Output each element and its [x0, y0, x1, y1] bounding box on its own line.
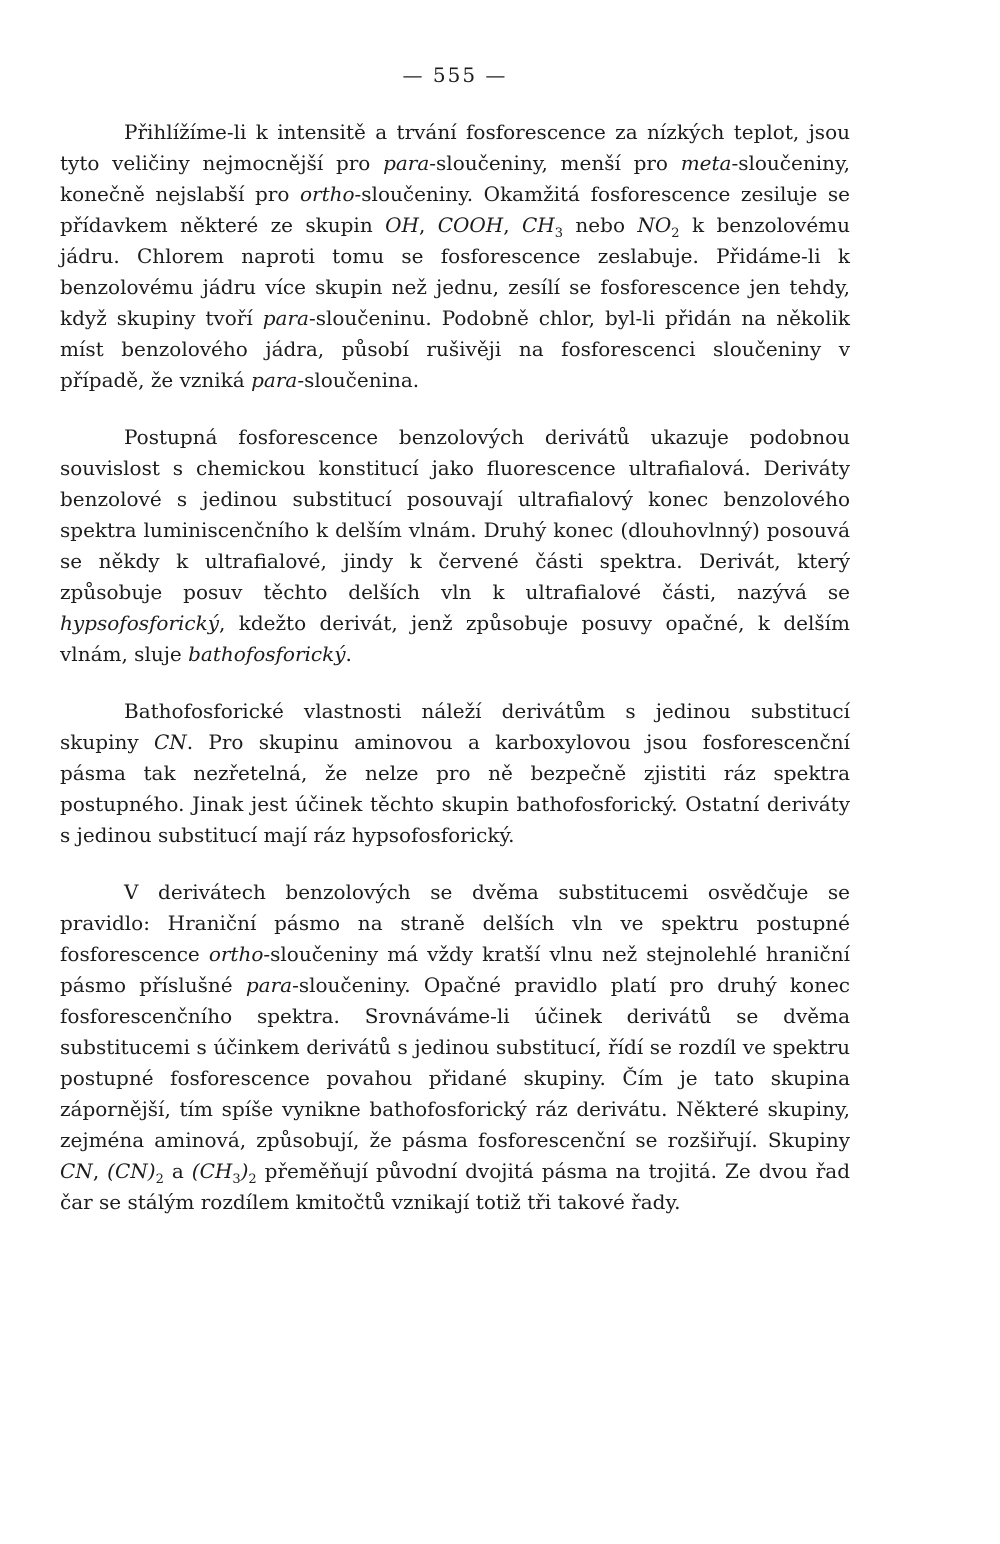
paragraph-4	[60, 877, 850, 1218]
italic-term: CH	[522, 213, 555, 237]
subscript: 3	[232, 1172, 241, 1187]
italic-term: (CN)	[107, 1159, 156, 1183]
italic-term: para	[383, 151, 430, 175]
paragraph-2	[60, 422, 850, 670]
subscript: 3	[554, 226, 564, 241]
text-run: , kdežto derivát, jenž způsobuje posuvy opačné, k delším vlnám, sluje	[60, 611, 850, 666]
text-run: ,	[92, 1159, 108, 1183]
text-run: -sloučeniny, menší pro	[429, 151, 681, 175]
text-run: Bathofosforické vlastnosti náleží derivátům s jedinou substitucí skupiny	[60, 699, 850, 754]
text-run: a	[163, 1159, 192, 1183]
italic-term: para	[262, 306, 309, 330]
italic-term: CN	[60, 1159, 93, 1183]
body-text	[60, 117, 850, 1218]
paragraph-1	[60, 117, 850, 396]
italic-term: ortho	[299, 182, 355, 206]
text-run: -sloučeniny. Okamžitá fosforescence zesiluje se přídavkem některé ze skupin	[60, 182, 850, 237]
text-run: V derivátech benzolových se dvěma substitucemi osvědčuje se pravidlo: Hraniční pásmo na straně delších vln ve spektru postupné fosforescence	[60, 880, 850, 966]
italic-term: OH	[385, 213, 419, 237]
italic-term: CN	[153, 730, 187, 754]
italic-term: para	[245, 973, 293, 997]
document-page	[60, 60, 850, 1218]
subscript: 2	[671, 226, 680, 241]
italic-term: hypsofosforický	[60, 611, 220, 635]
text-run: . Pro skupinu aminovou a karboxylovou jsou fosforescenční pásma tak nezřetelná, že nelze pro ně bezpečně zjistiti ráz spektra postupného. Jinak jest účinek těchto skupin bathofosforický. Ostatní deriváty s jedinou substitucí mají ráz hypsofosforický.	[60, 730, 851, 847]
italic-term: (CH	[191, 1159, 233, 1183]
text-run: Přihlížíme-li k intensitě a trvání fosforescence za nízkých teplot, jsou tyto veličiny nejmocnější pro	[60, 120, 850, 175]
text-run: nebo	[563, 213, 638, 237]
text-run: ,	[503, 213, 522, 237]
italic-term: COOH	[437, 213, 504, 237]
subscript: 2	[155, 1172, 164, 1187]
italic-term: meta	[680, 151, 732, 175]
text-run: -sloučeninu. Podobně chlor, byl-li přidán na několik míst benzolového jádra, působí rušivěji na fosforescenci sloučeniny v případě, že vzniká	[60, 306, 851, 392]
subscript: 2	[248, 1172, 257, 1187]
text-run: Postupná fosforescence benzolových derivátů ukazuje podobnou souvislost s chemickou konstitucí jako fluorescence ultrafialová. Deriváty benzolové s jedinou substitucí posouvají ultrafialový konec benzolového spektra luminiscenčního k delším vlnám. Druhý konec (dlouhovlnný) posouvá se někdy k ultrafialové, jindy k červené části spektra. Derivát, který způsobuje posuv těchto delších vln k ultrafialové části, nazývá se	[60, 425, 850, 604]
paragraph-3	[60, 696, 850, 851]
text-run: .	[345, 642, 352, 666]
text-run: ,	[418, 213, 438, 237]
page-number: — 555 —	[402, 63, 508, 87]
italic-term: NO	[637, 213, 672, 237]
text-run: přeměňují původní dvojitá pásma na trojitá. Ze dvou řad čar se stálým rozdílem kmitočtů vznikají totiž tři takové řady.	[60, 1159, 850, 1214]
italic-term: para	[251, 368, 298, 392]
italic-term: bathofosforický	[188, 642, 346, 666]
text-run: -sloučeniny. Opačné pravidlo platí pro druhý konec fosforescenčního spektra. Srovnáváme-li účinek derivátů se dvěma substitucemi s účinkem derivátů s jedinou substitucí, řídí se rozdíl ve spektru postupné fosforescence povahou přidané skupiny. Čím je tato skupina zápornější, tím spíše vynikne bathofosforický ráz derivátu. Některé skupiny, zejména aminová, způsobují, že pásma fosforescenční se rozšiřují. Skupiny	[60, 973, 850, 1152]
text-run: -sloučenina.	[297, 368, 420, 392]
text-run: k benzolovému jádru. Chlorem naproti tomu se fosforescence zeslabuje. Přidáme-li k benzolovému jádru více skupin než jednu, zesílí se fosforescence jen tehdy, když skupiny tvoří	[60, 213, 850, 330]
text-run: -sloučeniny, konečně nejslabší pro	[60, 151, 850, 206]
text-run: -sloučeniny má vždy kratší vlnu než stejnolehlé hraniční pásmo příslušné	[60, 942, 851, 997]
italic-term: )	[240, 1159, 249, 1183]
italic-term: ortho	[208, 942, 264, 966]
